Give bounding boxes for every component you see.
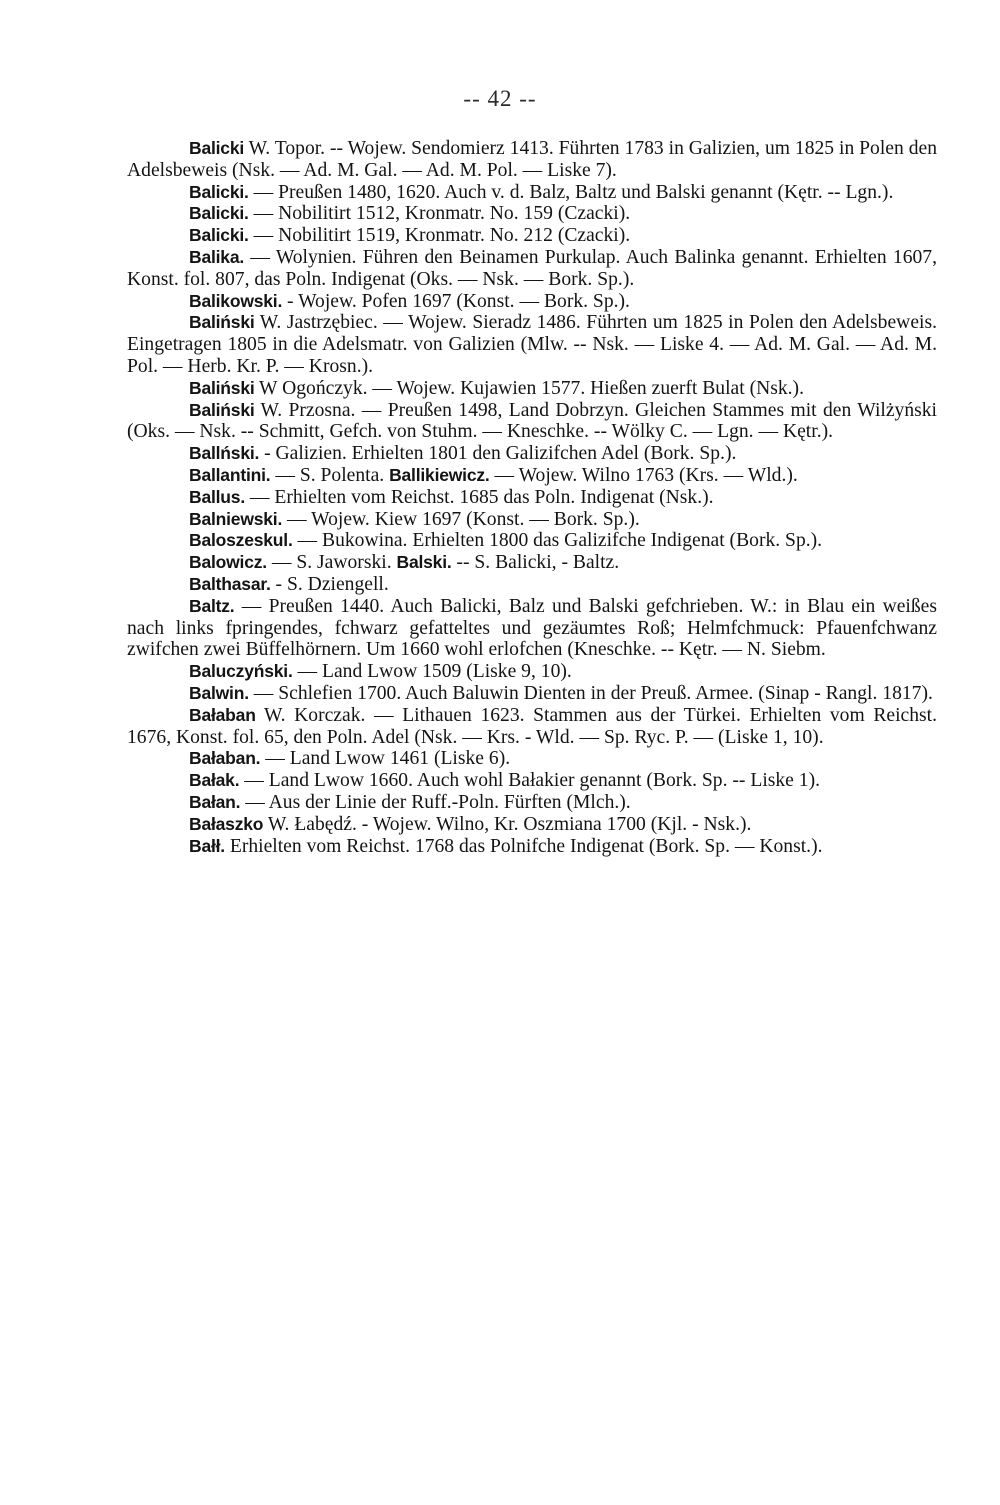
entry-headword: Bałaban. bbox=[189, 748, 261, 769]
entry-text: — Land Lwow 1461 (Liske 6). bbox=[260, 748, 511, 770]
entry-headword: Bałaszko bbox=[189, 813, 264, 834]
entry-headword: Balwin. bbox=[189, 682, 249, 703]
dictionary-entry bbox=[127, 552, 937, 574]
entry-headword: Bałan. bbox=[189, 791, 241, 812]
entry-headword: Balicki bbox=[189, 138, 245, 158]
dictionary-entry bbox=[127, 400, 937, 444]
entry-text: — S. Jaworski. bbox=[266, 552, 397, 574]
dictionary-entry bbox=[127, 661, 937, 683]
entry-text: — Nobilitirt 1519, Kronmatr. No. 212 (Czacki). bbox=[248, 225, 631, 247]
dictionary-entry bbox=[127, 182, 937, 204]
entry-headword: Balski. bbox=[396, 552, 452, 573]
dictionary-entry bbox=[127, 378, 937, 400]
entry-headword: Bałł. bbox=[189, 835, 225, 856]
entry-headword: Baltz. bbox=[189, 595, 235, 616]
dictionary-entry bbox=[127, 487, 937, 509]
entry-text: W. Przosna. — Preußen 1498, Land Dobrzyn. Gleichen Stammes mit den Wilżyński (Oks. — Nsk. -- Schmitt, Gefch. von Stuhm. — Kneschke. -- Wölky C. — Lgn. — Kętr.). bbox=[127, 399, 937, 443]
entry-headword: Balikowski. bbox=[189, 290, 283, 311]
entry-headword: Balicki. bbox=[189, 181, 249, 202]
dictionary-entry bbox=[127, 705, 937, 749]
entry-text: W Ogończyk. — Wojew. Kujawien 1577. Hießen zuerft Bulat (Nsk.). bbox=[254, 377, 804, 399]
entry-text: — Schlefien 1700. Auch Baluwin Dienten in der Preuß. Armee. (Sinap - Rangl. 1817). bbox=[248, 682, 933, 704]
entry-list bbox=[127, 138, 937, 857]
entry-headword: Ballus. bbox=[189, 486, 245, 507]
entry-text: W. Łabędź. - Wojew. Wilno, Kr. Oszmiana 1700 (Kjl. - Nsk.). bbox=[263, 813, 752, 835]
entry-text: — Preußen 1480, 1620. Auch v. d. Balz, Baltz und Balski genannt (Kętr. -- Lgn.). bbox=[248, 181, 894, 203]
entry-headword: Baliński bbox=[189, 312, 255, 333]
entry-headword: Balika. bbox=[189, 246, 245, 267]
entry-text: W. Korczak. — Lithauen 1623. Stammen aus der Türkei. Erhielten vom Reichst. 1676, Konst. fol. 65, den Poln. Adel (Nsk. — Krs. - Wld. — Sp. Ryc. P. — (Liske 1, 10). bbox=[127, 704, 937, 748]
dictionary-entry bbox=[127, 509, 937, 531]
entry-text: W. Jastrzębiec. — Wojew. Sieradz 1486. Führten um 1825 in Polen den Adelsbeweis. Eingetragen 1805 in die Adelsmatr. von Galizien (Mlw. -- Nsk. — Liske 4. — Ad. M. Gal. — Ad. M. Pol. — Herb. Kr. P. — Krosn.). bbox=[127, 312, 937, 377]
dictionary-entry bbox=[127, 530, 937, 552]
entry-headword: Balniewski. bbox=[189, 508, 283, 529]
dictionary-entry bbox=[127, 443, 937, 465]
entry-headword: Balicki. bbox=[189, 203, 249, 224]
dictionary-entry bbox=[127, 748, 937, 770]
dictionary-entry bbox=[127, 814, 937, 836]
entry-headword: Baliński bbox=[189, 377, 255, 398]
dictionary-entry bbox=[127, 312, 937, 377]
entry-text: — Bukowina. Erhielten 1800 das Galizifche Indigenat (Bork. Sp.). bbox=[292, 530, 823, 552]
entry-text: - Wojew. Pofen 1697 (Konst. — Bork. Sp.). bbox=[282, 290, 630, 312]
entry-text: - S. Dziengell. bbox=[270, 573, 389, 595]
dictionary-entry bbox=[127, 291, 937, 313]
dictionary-entry bbox=[127, 225, 937, 247]
entry-headword: Balicki. bbox=[189, 225, 249, 246]
entry-text: — Aus der Linie der Ruff.-Poln. Fürften (Mlch.). bbox=[240, 791, 631, 813]
dictionary-entry bbox=[127, 683, 937, 705]
dictionary-entry bbox=[127, 203, 937, 225]
entry-text: — Erhielten vom Reichst. 1685 das Poln. Indigenat (Nsk.). bbox=[244, 486, 714, 508]
entry-text: — S. Polenta. bbox=[270, 464, 390, 486]
entry-text: — Land Lwow 1509 (Liske 9, 10). bbox=[292, 661, 572, 683]
dictionary-entry bbox=[127, 138, 937, 182]
entry-text: Erhielten vom Reichst. 1768 das Polnifche Indigenat (Bork. Sp. — Konst.). bbox=[224, 835, 823, 857]
entry-text: W. Topor. -- Wojew. Sendomierz 1413. Führten 1783 in Galizien, um 1825 in Polen den Adelsbeweis (Nsk. — Ad. M. Gal. — Ad. M. Pol. — Liske 7). bbox=[127, 138, 937, 181]
entry-text: -- S. Balicki, - Baltz. bbox=[451, 552, 620, 574]
entry-headword: Bałak. bbox=[189, 770, 240, 791]
entry-text: — Land Lwow 1660. Auch wohl Bałakier genannt (Bork. Sp. -- Liske 1). bbox=[239, 770, 821, 792]
entry-headword: Bałaban bbox=[189, 704, 256, 725]
dictionary-entry bbox=[127, 836, 937, 858]
entry-headword: Balowicz. bbox=[189, 552, 267, 573]
entry-headword: Baluczyński. bbox=[189, 661, 293, 682]
entry-text: — Nobilitirt 1512, Kronmatr. No. 159 (Czacki). bbox=[248, 203, 631, 225]
entry-headword: Ballikiewicz. bbox=[389, 464, 490, 485]
page-number: -- 42 -- bbox=[463, 86, 537, 111]
entry-text: — Wojew. Wilno 1763 (Krs. — Wld.). bbox=[489, 464, 798, 486]
entry-text: — Wolynien. Führen den Beinamen Purkulap. Auch Balinka genannt. Erhielten 1607, Konst. fol. 807, das Poln. Indigenat (Oks. — Nsk. — Bork. Sp.). bbox=[127, 246, 937, 290]
entry-headword: Ballński. bbox=[189, 443, 260, 464]
dictionary-entry bbox=[127, 792, 937, 814]
entry-text: — Wojew. Kiew 1697 (Konst. — Bork. Sp.). bbox=[282, 508, 640, 530]
entry-text: — Preußen 1440. Auch Balicki, Balz und Balski gefchrieben. W.: in Blau ein weißes nach links fpringendes, fchwarz gefatteltes und gezäumtes Roß; Helmfchmuck: Pfauenfchwanz zwifchen zwei Büffelhörnern. Um 1660 wohl erlofchen (Kneschke. -- Kętr. — N. Siebm. bbox=[127, 595, 937, 661]
entry-headword: Baliński bbox=[189, 399, 255, 420]
entry-headword: Baloszeskul. bbox=[189, 530, 293, 551]
dictionary-entry bbox=[127, 596, 937, 661]
dictionary-entry bbox=[127, 465, 937, 487]
entry-headword: Balthasar. bbox=[189, 573, 271, 594]
entry-text: - Galizien. Erhielten 1801 den Galizifchen Adel (Bork. Sp.). bbox=[259, 443, 737, 465]
entry-headword: Ballantini. bbox=[189, 464, 271, 485]
dictionary-entry bbox=[127, 770, 937, 792]
dictionary-entry bbox=[127, 247, 937, 291]
dictionary-entry bbox=[127, 574, 937, 596]
